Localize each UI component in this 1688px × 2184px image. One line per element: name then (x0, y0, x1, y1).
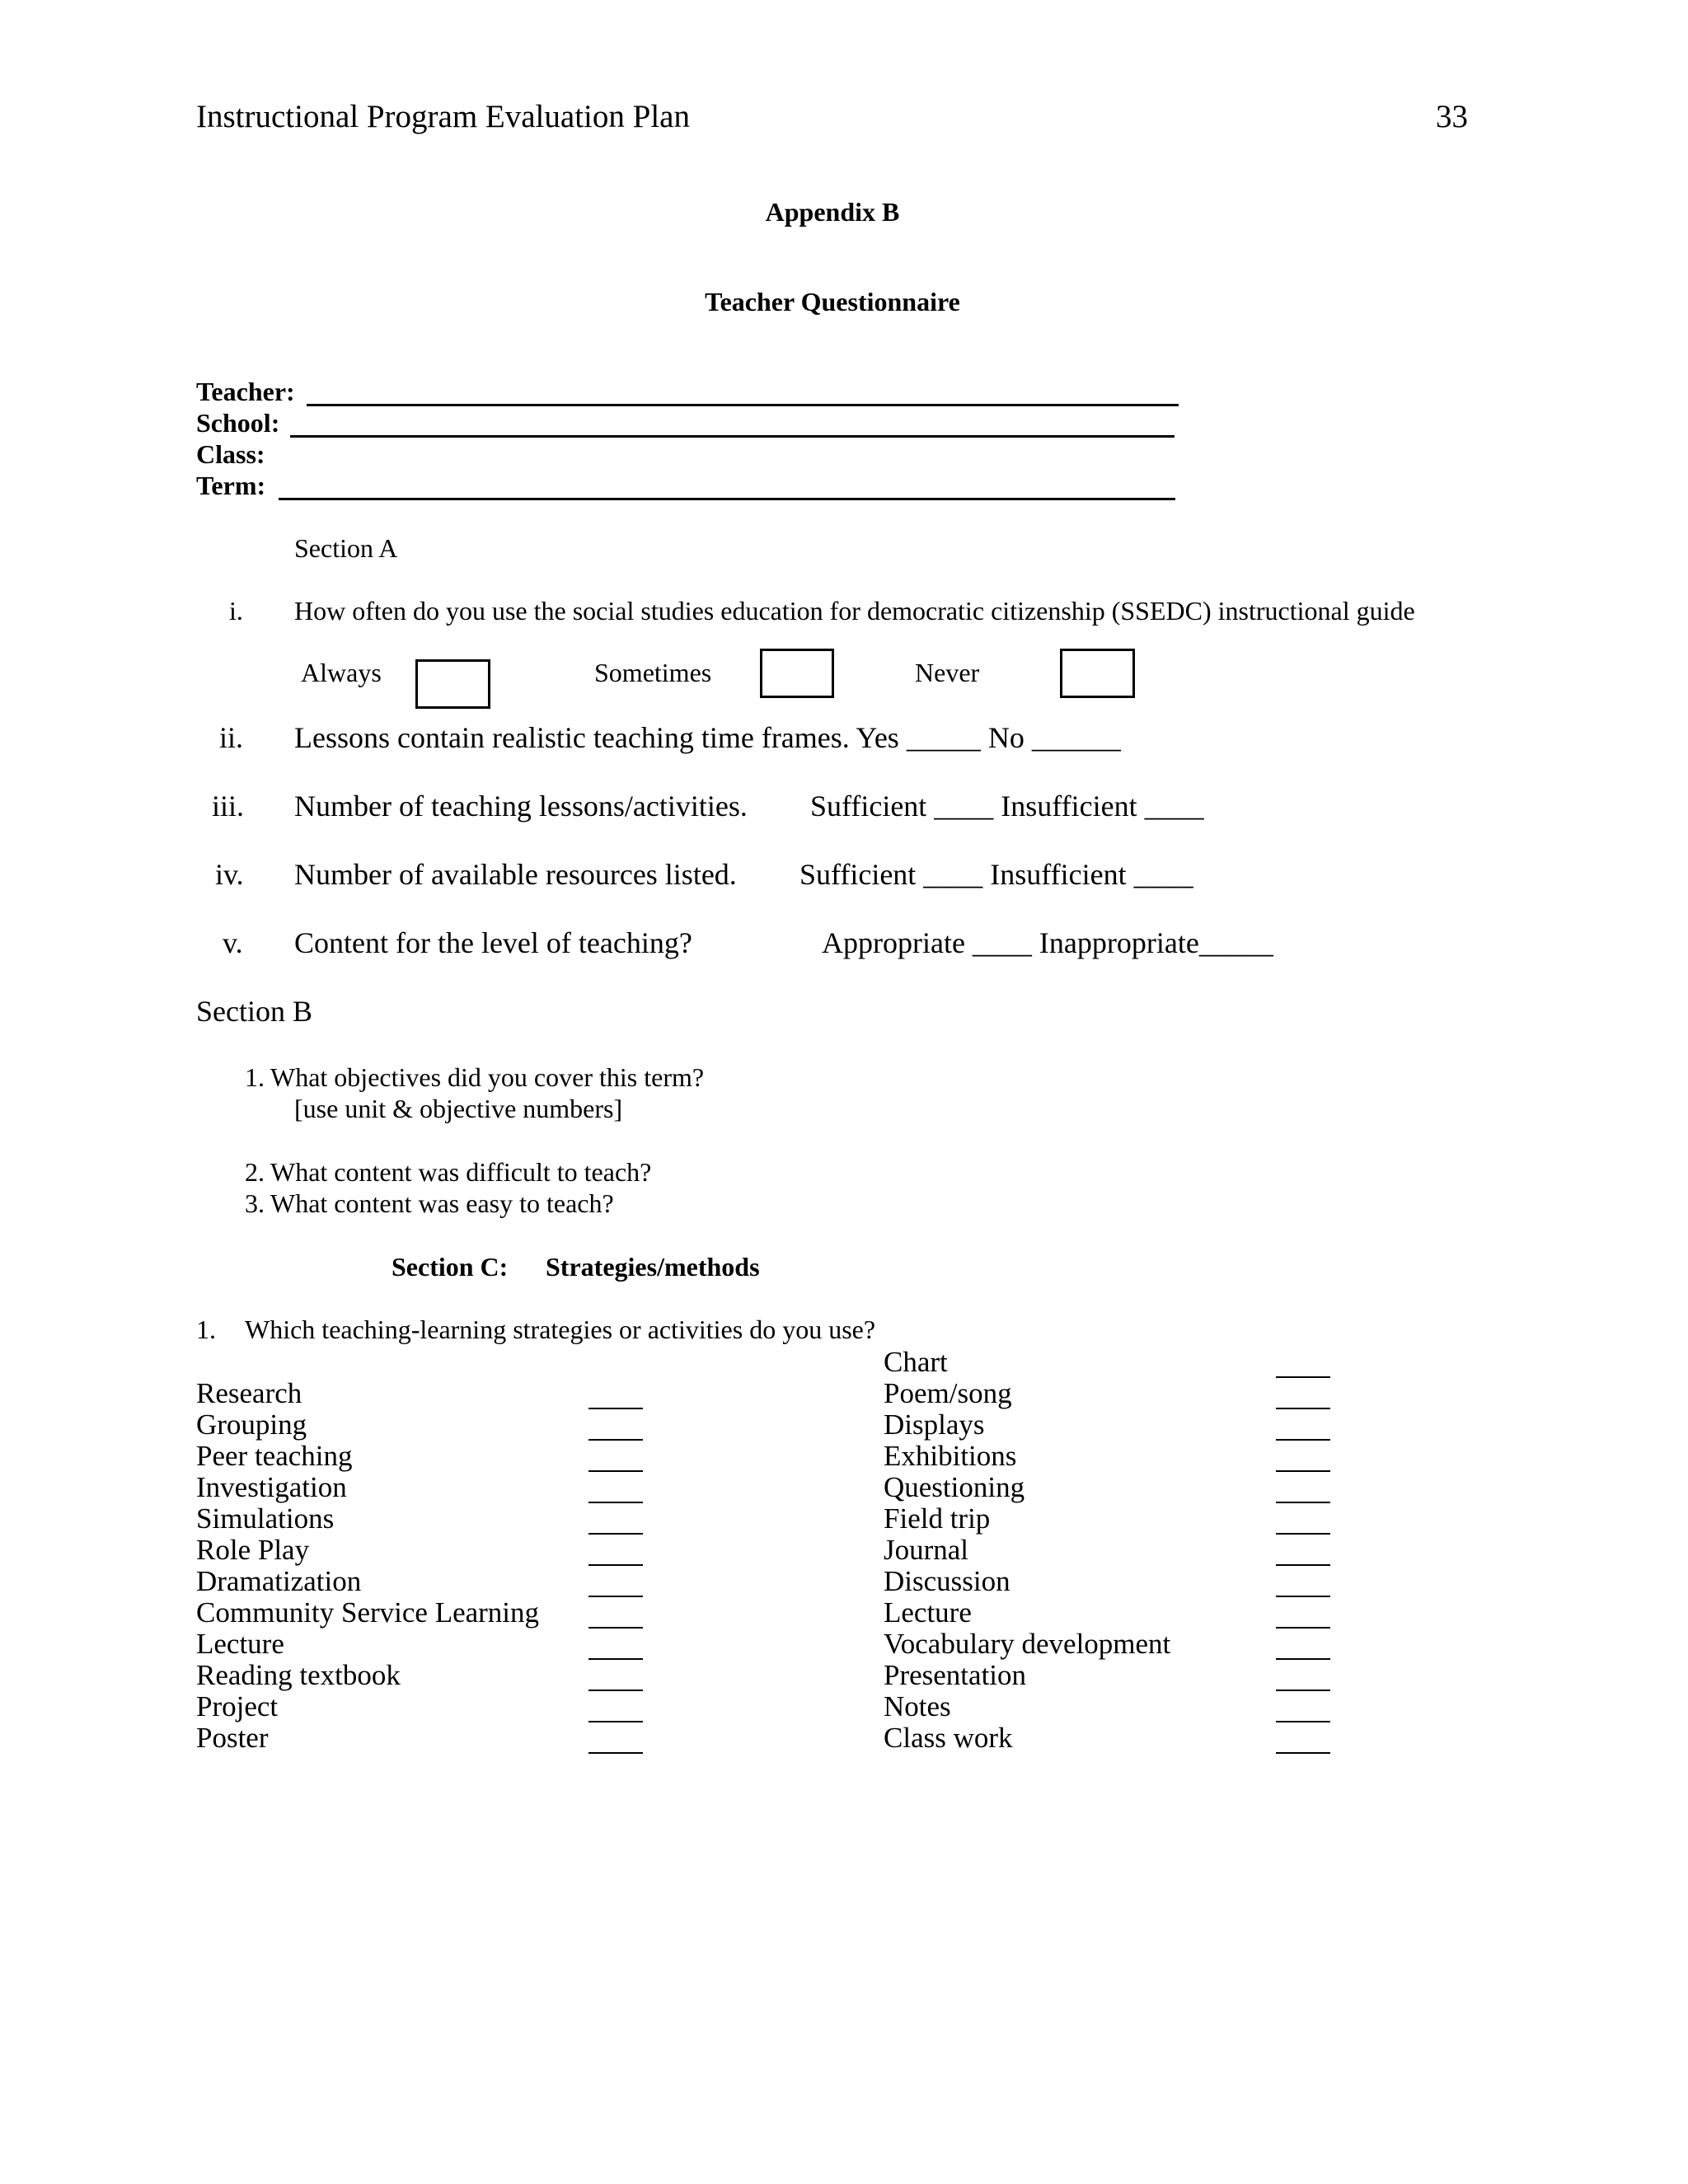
strategy-right-item-blank[interactable] (1276, 1564, 1330, 1566)
strategy-left-item-label: Peer teaching (196, 1440, 353, 1472)
school-field-label: School: (196, 408, 280, 438)
strategy-right-item-blank[interactable] (1276, 1721, 1330, 1722)
question-number: iii. (212, 790, 245, 823)
strategy-left-item-blank[interactable] (588, 1721, 643, 1722)
appendix-title: Appendix B (765, 197, 900, 227)
section-b-title: Section B (196, 995, 312, 1028)
strategy-right-item-blank[interactable] (1276, 1439, 1330, 1441)
teacher-field-label: Teacher: (196, 377, 295, 406)
running-title: Instructional Program Evaluation Plan (196, 99, 690, 134)
page-number: 33 (1436, 99, 1468, 134)
strategy-left-item-blank[interactable] (588, 1502, 643, 1503)
strategy-left-item-label: Project (196, 1690, 279, 1722)
question-number: v. (223, 926, 243, 959)
question-number: i. (229, 596, 243, 626)
question-number: ii. (219, 721, 244, 754)
question-number: 1. (245, 1062, 265, 1092)
strategy-left-item-blank[interactable] (588, 1439, 643, 1441)
strategy-left-item-label: Simulations (196, 1502, 335, 1535)
strategy-left-item-label: Reading textbook (196, 1659, 401, 1691)
strategy-left-item-label: Lecture (196, 1628, 284, 1660)
strategy-right-item-label: Lecture (884, 1596, 972, 1629)
strategy-left-item-label: Grouping (196, 1408, 307, 1441)
strategy-right-item-blank[interactable] (1276, 1502, 1330, 1503)
question-text: How often do you use the social studies education for democratic citizenship (SSEDC) instructional guide (294, 596, 1415, 626)
questionnaire-title: Teacher Questionnaire (705, 287, 960, 316)
question-answer-choices: Appropriate ____ Inappropriate_____ (822, 926, 1273, 959)
question-text: Content for the level of teaching? (294, 926, 692, 959)
strategy-right-item-blank[interactable] (1276, 1596, 1330, 1597)
strategy-left-item-label: Research (196, 1377, 302, 1409)
strategy-right-item-label: Poem/song (884, 1377, 1012, 1409)
strategy-right-item-label: Questioning (884, 1471, 1025, 1503)
strategy-left-item-blank[interactable] (588, 1627, 643, 1629)
strategy-left-item-label: Poster (196, 1722, 269, 1754)
option-sometimes-checkbox[interactable] (760, 649, 834, 698)
term-field-line[interactable] (279, 498, 1175, 500)
strategy-left-item-blank[interactable] (588, 1658, 643, 1660)
strategy-right-item-label: Presentation (884, 1659, 1027, 1691)
option-always-checkbox[interactable] (415, 659, 490, 709)
question-number: 2. (245, 1157, 265, 1187)
strategy-left-item-blank[interactable] (588, 1564, 643, 1566)
question-text: Number of available resources listed. (294, 858, 737, 891)
class-field-label: Class: (196, 439, 265, 469)
option-sometimes-label: Sometimes (594, 658, 712, 687)
strategy-right-item-label: Vocabulary development (884, 1628, 1171, 1660)
strategy-left-item-blank[interactable] (588, 1470, 643, 1472)
strategy-right-item-label: Notes (884, 1690, 951, 1722)
question-number: 3. (245, 1188, 265, 1218)
section-c-label: Section C: (392, 1252, 509, 1282)
strategy-right-item-label: Field trip (884, 1502, 991, 1535)
strategy-right-item-label: Discussion (884, 1565, 1010, 1597)
option-never-checkbox[interactable] (1060, 649, 1135, 698)
strategy-left-item-blank[interactable] (588, 1752, 643, 1754)
strategy-right-item-label: Chart (884, 1346, 948, 1378)
term-field-label: Term: (196, 471, 266, 500)
strategy-left-item-label: Role Play (196, 1534, 310, 1566)
option-always-label: Always (301, 658, 382, 687)
strategy-right-item-label: Journal (884, 1534, 969, 1566)
strategy-left-item-label: Community Service Learning (196, 1596, 540, 1629)
strategy-left-item-label: Dramatization (196, 1565, 362, 1597)
question-text: Which teaching-learning strategies or activities do you use? (245, 1315, 876, 1344)
strategy-right-item-blank[interactable] (1276, 1376, 1330, 1378)
strategy-right-item-blank[interactable] (1276, 1690, 1330, 1691)
question-answer-choices: Sufficient ____ Insufficient ____ (799, 858, 1193, 891)
question-note: [use unit & objective numbers] (294, 1094, 623, 1123)
strategy-right-item-label: Class work (884, 1722, 1013, 1754)
strategy-right-item-blank[interactable] (1276, 1752, 1330, 1754)
school-field-line[interactable] (290, 435, 1175, 438)
section-c-title: Strategies/methods (546, 1252, 760, 1282)
question-text: Lessons contain realistic teaching time frames. Yes _____ No ______ (294, 721, 1121, 754)
question-number: 1. (196, 1315, 216, 1344)
strategy-right-item-blank[interactable] (1276, 1533, 1330, 1535)
strategy-right-item-blank[interactable] (1276, 1470, 1330, 1472)
strategy-left-item-blank[interactable] (588, 1596, 643, 1597)
question-text: Number of teaching lessons/activities. (294, 790, 748, 823)
question-text: What objectives did you cover this term? (270, 1062, 705, 1092)
strategy-right-item-label: Displays (884, 1408, 985, 1441)
strategy-right-item-blank[interactable] (1276, 1408, 1330, 1409)
strategy-left-item-blank[interactable] (588, 1533, 643, 1535)
strategy-right-item-label: Exhibitions (884, 1440, 1017, 1472)
question-text: What content was difficult to teach? (270, 1157, 652, 1187)
strategy-left-item-label: Investigation (196, 1471, 347, 1503)
question-answer-choices: Sufficient ____ Insufficient ____ (810, 790, 1204, 823)
strategy-right-item-blank[interactable] (1276, 1627, 1330, 1629)
teacher-field-line[interactable] (307, 404, 1179, 406)
strategy-left-item-blank[interactable] (588, 1408, 643, 1409)
section-a-title: Section A (294, 533, 398, 563)
option-never-label: Never (915, 658, 980, 687)
question-text: What content was easy to teach? (270, 1188, 614, 1218)
strategy-left-item-blank[interactable] (588, 1690, 643, 1691)
question-number: iv. (215, 858, 244, 891)
strategy-right-item-blank[interactable] (1276, 1658, 1330, 1660)
